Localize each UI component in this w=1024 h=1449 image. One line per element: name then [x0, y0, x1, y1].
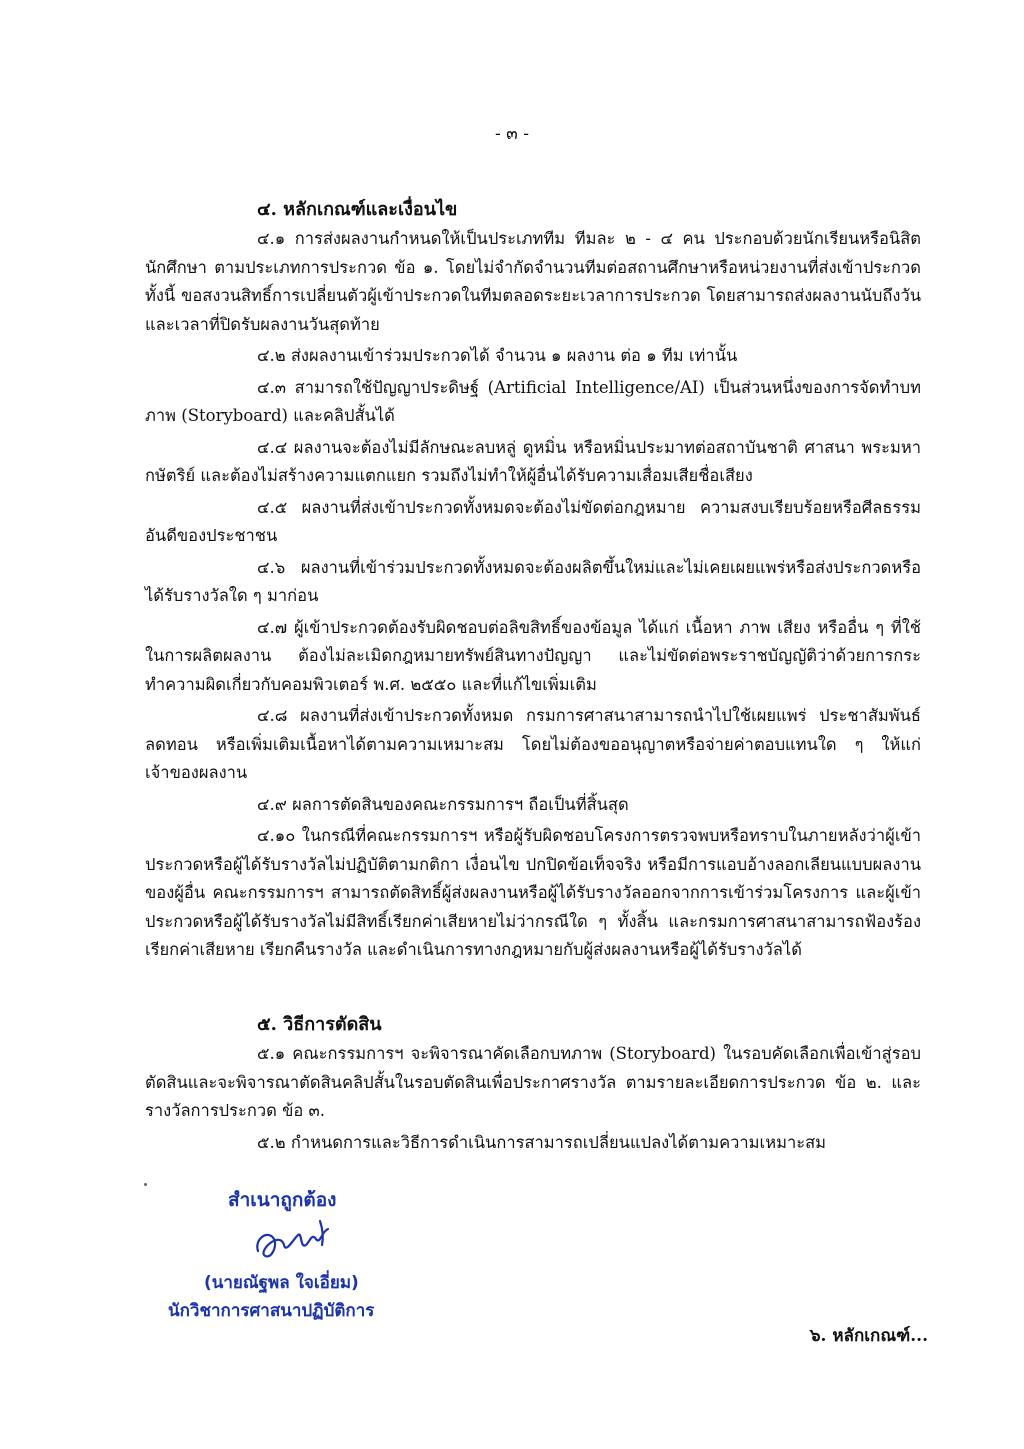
criteria-item: ๔.๙ ผลการตัดสินของคณะกรรมการฯ ถือเป็นที่สิ้นสุด [257, 794, 629, 814]
section-judging [145, 1010, 921, 1160]
stamp-officer-name: (นายณัฐพล ใจเอี่ยม) [204, 1273, 359, 1293]
stamp-certified-text: สำเนาถูกต้อง [228, 1189, 337, 1211]
criteria-item: ๔.๓ สามารถใช้ปัญญาประดิษฐ์ (Artificial Intelligence/AI) เป็นส่วนหนึ่งของการจัดทำบทภาพ (Storyboard) และคลิปสั้นได้ [145, 377, 921, 425]
criteria-item: ๔.๕ ผลงานที่ส่งเข้าประกวดทั้งหมดจะต้องไม่ขัดต่อกฎหมาย ความสงบเรียบร้อยหรือศีลธรรมอันดีของประชาชน [145, 497, 921, 545]
certified-copy-stamp [160, 1185, 420, 1325]
criteria-item: ๔.๘ ผลงานที่ส่งเข้าประกวดทั้งหมด กรมการศาสนาสามารถนำไปใช้เผยแพร่ ประชาสัมพันธ์ ลดทอน หรือเพิ่มเติมเนื้อหาได้ตามความเหมาะสม โดยไม่ต้องขออนุญาตหรือจ่ายค่าตอบแทนใด ๆ ให้แก่เจ้าของผลงาน [145, 706, 921, 782]
criteria-item: ๔.๑ การส่งผลงานกำหนดให้เป็นประเภททีม ทีมละ ๒ - ๔ คน ประกอบด้วยนักเรียนหรือนิสิตนักศึกษา ตามประเภทการประกวด ข้อ ๑. โดยไม่จำกัดจำนวนทีมต่อสถานศึกษาหรือหน่วยงานที่ส่งเข้าประกวด ทั้งนี้ ขอสงวนสิทธิ์การเปลี่ยนตัวผู้เข้าประกวดในทีมตลอดระยะเวลาการประกวด โดยสามารถส่งผลงานนับถึงวันและเวลาที่ปิดรับผลงานวันสุดท้าย [145, 229, 921, 334]
criteria-item: ๔.๗ ผู้เข้าประกวดต้องรับผิดชอบต่อลิขสิทธิ์ของข้อมูล ได้แก่ เนื้อหา ภาพ เสียง หรืออื่น ๆ ที่ใช้ในการผลิตผลงาน ต้องไม่ละเมิดกฎหมายทรัพย์สินทางปัญญา และไม่ขัดต่อพระราชบัญญัติว่าด้วยการกระทำความผิดเกี่ยวกับคอมพิวเตอร์ พ.ศ. ๒๕๕๐ และที่แก้ไขเพิ่มเติม [145, 617, 921, 694]
judging-item: ๕.๑ คณะกรรมการฯ จะพิจารณาคัดเลือกบทภาพ (Storyboard) ในรอบคัดเลือกเพื่อเข้าสู่รอบตัดสินและจะพิจารณาตัดสินคลิปสั้นในรอบตัดสินเพื่อประกาศรางวัล ตามรายละเอียดการประกวด ข้อ ๒. และรางวัลการประกวด ข้อ ๓. [145, 1044, 921, 1120]
handwritten-signature [250, 1211, 340, 1271]
judging-item: ๕.๒ กำหนดการและวิธีการดำเนินการสามารถเปลี่ยนแปลงได้ตามความเหมาะสม [257, 1132, 827, 1152]
stamp-officer-position: นักวิชาการศาสนาปฏิบัติการ [168, 1301, 375, 1321]
criteria-item: ๔.๒ ส่งผลงานเข้าร่วมประกวดได้ จำนวน ๑ ผลงาน ต่อ ๑ ทีม เท่านั้น [257, 346, 738, 365]
section-heading: ๔. หลักเกณฑ์และเงื่อนไข [257, 199, 458, 220]
criteria-item: ๔.๔ ผลงานจะต้องไม่มีลักษณะลบหลู่ ดูหมิ่น หรือหมิ่นประมาทต่อสถาบันชาติ ศาสนา พระมหากษัตริย์ และต้องไม่สร้างความแตกแยก รวมถึงไม่ทำให้ผู้อื่นได้รับความเสื่อมเสียชื่อเสียง [145, 437, 921, 485]
ink-speck [144, 1183, 147, 1186]
continuation-marker: ๖. หลักเกณฑ์... [809, 1326, 928, 1346]
criteria-item: ๔.๑๐ ในกรณีที่คณะกรรมการฯ หรือผู้รับผิดชอบโครงการตรวจพบหรือทราบในภายหลังว่าผู้เข้าประกวดหรือผู้ได้รับรางวัลไม่ปฏิบัติตามกติกา เงื่อนไข ปกปิดข้อเท็จจริง หรือมีการแอบอ้างลอกเลียนแบบผลงานของผู้อื่น คณะกรรมการฯ สามารถตัดสิทธิ์ผู้ส่งผลงานหรือผู้ได้รับรางวัลออกจากการเข้าร่วมโครงการ และผู้เข้าประกวดหรือผู้ได้รับรางวัลไม่มีสิทธิ์เรียกค่าเสียหายไม่ว่ากรณีใด ๆ ทั้งสิ้น และกรมการศาสนาสามารถฟ้องร้องเรียกค่าเสียหาย เรียกคืนรางวัล และดำเนินการทางกฎหมายกับผู้ส่งผลงานหรือผู้ได้รับรางวัลได้ [145, 826, 921, 959]
criteria-item: ๔.๖ ผลงานที่เข้าร่วมประกวดทั้งหมดจะต้องผลิตขึ้นใหม่และไม่เคยเผยแพร่หรือส่งประกวดหรือได้รับรางวัลใด ๆ มาก่อน [145, 557, 921, 605]
page-number: - ๓ - [495, 124, 529, 144]
section-heading: ๕. วิธีการตัดสิน [257, 1014, 382, 1035]
section-criteria [145, 195, 921, 968]
